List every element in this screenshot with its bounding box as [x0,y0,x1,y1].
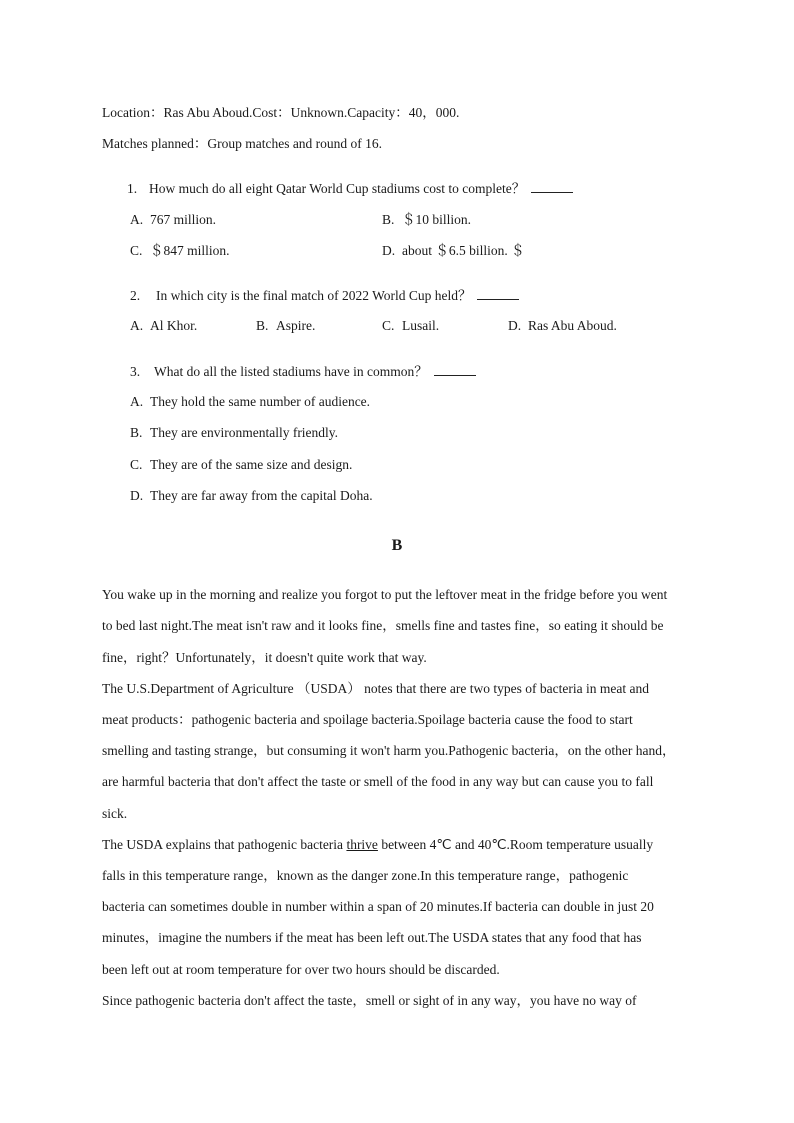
underlined-word: thrive [346,837,378,852]
passage-line: fine，right？Unfortunately，it doesn't quite work that way. [102,650,427,665]
option-letter: B. [256,318,269,333]
option-letter: D. [382,243,396,258]
option-2c[interactable] [382,318,439,334]
passage-line: bacteria can sometimes double in number within a span of 20 minutes.If bacteria can double in just 20 [102,899,654,914]
passage-line: falls in this temperature range，known as the danger zone.In this temperature range，pathogenic [102,868,629,883]
question-3 [130,363,476,380]
passage-line: You wake up in the morning and realize you forgot to put the leftover meat in the fridge before you went [102,587,668,602]
passage-line: are harmful bacteria that don't affect the taste or smell of the food in any way but can cause you to fall [102,774,654,789]
passage-line: sick. [102,806,128,821]
question-text: In which city is the final match of 2022 World Cup held？ [156,288,472,303]
option-letter: C. [130,457,143,472]
passage-line: smelling and tasting strange，but consuming it won't harm you.Pathogenic bacteria，on the other hand， [102,743,676,758]
question-number: 2. [130,288,141,303]
option-text: 767 million. [150,212,217,227]
option-1d[interactable] [382,243,525,259]
option-3b[interactable] [130,425,338,441]
answer-blank[interactable] [477,287,519,300]
option-text: Lusail. [402,318,440,333]
answer-blank[interactable] [434,363,476,376]
option-3c[interactable] [130,457,352,473]
text-segment: between 4℃ and 40℃.Room temperature usually [377,837,654,852]
passage-line: minutes，imagine the numbers if the meat has been left out.The USDA states that any food that has [102,930,642,945]
option-text: They are of the same size and design. [150,457,353,472]
option-2a[interactable] [130,318,197,334]
passage-line: been left out at room temperature for over two hours should be discarded. [102,962,500,977]
option-text: They are far away from the capital Doha. [150,488,373,503]
option-letter: A. [130,318,144,333]
option-letter: A. [130,394,144,409]
option-text: ＄10 billion. [402,212,472,227]
option-letter: D. [130,488,144,503]
passage-line: The U.S.Department of Agriculture （USDA） notes that there are two types of bacteria in meat and [102,681,649,696]
option-letter: D. [508,318,522,333]
passage-line: Since pathogenic bacteria don't affect the taste，smell or sight of in any way，you have no way of [102,993,637,1008]
option-text: They are environmentally friendly. [150,425,339,440]
option-2d[interactable] [508,318,617,334]
option-2b[interactable] [256,318,315,334]
option-1a[interactable] [130,212,216,228]
option-text: Aspire. [276,318,316,333]
passage-line-thrive [102,837,702,853]
option-letter: C. [382,318,395,333]
answer-blank[interactable] [531,180,573,193]
option-text: They hold the same number of audience. [150,394,371,409]
question-text: What do all the listed stadiums have in common？ [154,364,428,379]
option-letter: B. [130,425,143,440]
option-3a[interactable] [130,394,370,410]
option-text: about ＄6.5 billion. ＄ [402,243,525,258]
location-line: Location：Ras Abu Aboud.Cost：Unknown.Capacity：40，000. [102,105,460,120]
option-3d[interactable] [130,488,373,504]
option-letter: C. [130,243,143,258]
question-text: How much do all eight Qatar World Cup stadiums cost to complete？ [149,181,526,196]
question-2 [130,287,519,304]
option-text: ＄847 million. [150,243,230,258]
option-letter: A. [130,212,144,227]
option-1c[interactable] [130,243,230,259]
text-segment: The USDA explains that pathogenic bacteria [102,837,347,852]
option-text: Al Khor. [150,318,198,333]
passage-line: to bed last night.The meat isn't raw and it looks fine，smells fine and tastes fine，so eating it should be [102,618,664,633]
section-title: B [391,537,403,554]
question-number: 3. [130,364,141,379]
passage-line: meat products：pathogenic bacteria and spoilage bacteria.Spoilage bacteria cause the food to start [102,712,633,727]
option-text: Ras Abu Aboud. [528,318,617,333]
question-1 [127,180,573,197]
option-1b[interactable] [382,212,471,228]
matches-line: Matches planned：Group matches and round of 16. [102,136,383,151]
option-letter: B. [382,212,395,227]
question-number: 1. [127,181,138,196]
